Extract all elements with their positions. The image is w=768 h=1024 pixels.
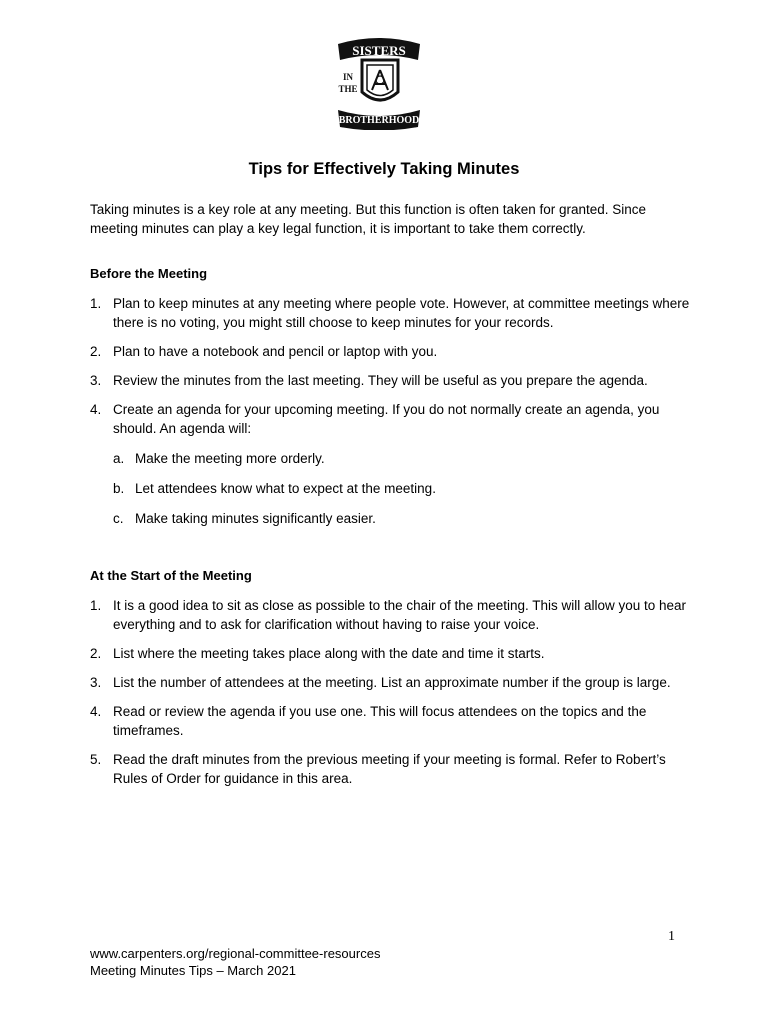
page-title: Tips for Effectively Taking Minutes bbox=[248, 160, 520, 178]
logo-word-the: THE bbox=[338, 84, 358, 94]
list-item bbox=[90, 294, 690, 332]
list-item-number: 1. bbox=[90, 598, 102, 613]
sublist-item bbox=[113, 479, 673, 498]
list-item bbox=[90, 644, 690, 663]
agenda-benefits-sublist bbox=[113, 449, 673, 528]
list-item-text: Read or review the agenda if you use one. This will focus attendees on the topics and the timeframes. bbox=[113, 704, 647, 738]
list-item bbox=[90, 750, 690, 788]
list-item-text: List where the meeting takes place along with the date and time it starts. bbox=[113, 646, 545, 661]
list-item-text: Plan to keep minutes at any meeting where people vote. However, at committee meetings where there is no voting, you might still choose to keep minutes for your records. bbox=[113, 296, 690, 330]
list-item bbox=[90, 702, 690, 740]
footer-doc-line: Meeting Minutes Tips – March 2021 bbox=[90, 963, 296, 978]
section-heading-start-of-meeting: At the Start of the Meeting bbox=[90, 568, 252, 583]
sublist-item-letter: a. bbox=[113, 451, 125, 466]
before-meeting-list bbox=[90, 294, 690, 438]
list-item-number: 2. bbox=[90, 646, 102, 661]
list-item-number: 1. bbox=[90, 296, 102, 311]
sublist-item-text: Let attendees know what to expect at the meeting. bbox=[135, 481, 436, 496]
logo-word-sisters: SISTERS bbox=[352, 43, 406, 58]
sublist-item-text: Make the meeting more orderly. bbox=[135, 451, 325, 466]
list-item-text: Create an agenda for your upcoming meeting. If you do not normally create an agenda, you should. An agenda will: bbox=[113, 402, 660, 436]
list-item-text: It is a good idea to sit as close as possible to the chair of the meeting. This will allow you to hear everything and to ask for clarification without having to raise your voice. bbox=[113, 598, 687, 632]
section-heading-before-meeting: Before the Meeting bbox=[90, 266, 208, 281]
list-item bbox=[90, 342, 690, 361]
footer bbox=[90, 945, 380, 979]
list-item-number: 5. bbox=[90, 752, 102, 767]
list-item bbox=[90, 673, 690, 692]
list-item bbox=[90, 596, 690, 634]
list-item-number: 3. bbox=[90, 373, 102, 388]
list-item bbox=[90, 400, 690, 438]
sisters-in-the-brotherhood-logo bbox=[334, 30, 424, 130]
page-number: 1 bbox=[668, 929, 675, 944]
list-item-text: Review the minutes from the last meeting. They will be useful as you prepare the agenda. bbox=[113, 373, 648, 388]
sublist-item bbox=[113, 509, 673, 528]
list-item-number: 3. bbox=[90, 675, 102, 690]
logo-word-in: IN bbox=[342, 72, 354, 82]
sublist-item-text: Make taking minutes significantly easier. bbox=[135, 511, 376, 526]
list-item-text: List the number of attendees at the meeting. List an approximate number if the group is large. bbox=[113, 675, 671, 690]
sublist-item bbox=[113, 449, 673, 468]
footer-url: www.carpenters.org/regional-committee-resources bbox=[90, 946, 381, 961]
list-item-number: 4. bbox=[90, 704, 102, 719]
intro-paragraph: Taking minutes is a key role at any meeting. But this function is often taken for granted. Since meeting minutes can play a key legal function, it is important to take them correctly. bbox=[90, 202, 647, 236]
list-item-text: Read the draft minutes from the previous meeting if your meeting is formal. Refer to Robert’s Rules of Order for guidance in this area. bbox=[113, 752, 666, 786]
list-item-number: 4. bbox=[90, 402, 102, 417]
logo-word-brotherhood: BROTHERHOOD bbox=[338, 115, 420, 126]
start-of-meeting-list bbox=[90, 596, 690, 788]
list-item-number: 2. bbox=[90, 344, 102, 359]
list-item-text: Plan to have a notebook and pencil or laptop with you. bbox=[113, 344, 438, 359]
list-item bbox=[90, 371, 690, 390]
sublist-item-letter: c. bbox=[113, 511, 124, 526]
sublist-item-letter: b. bbox=[113, 481, 125, 496]
